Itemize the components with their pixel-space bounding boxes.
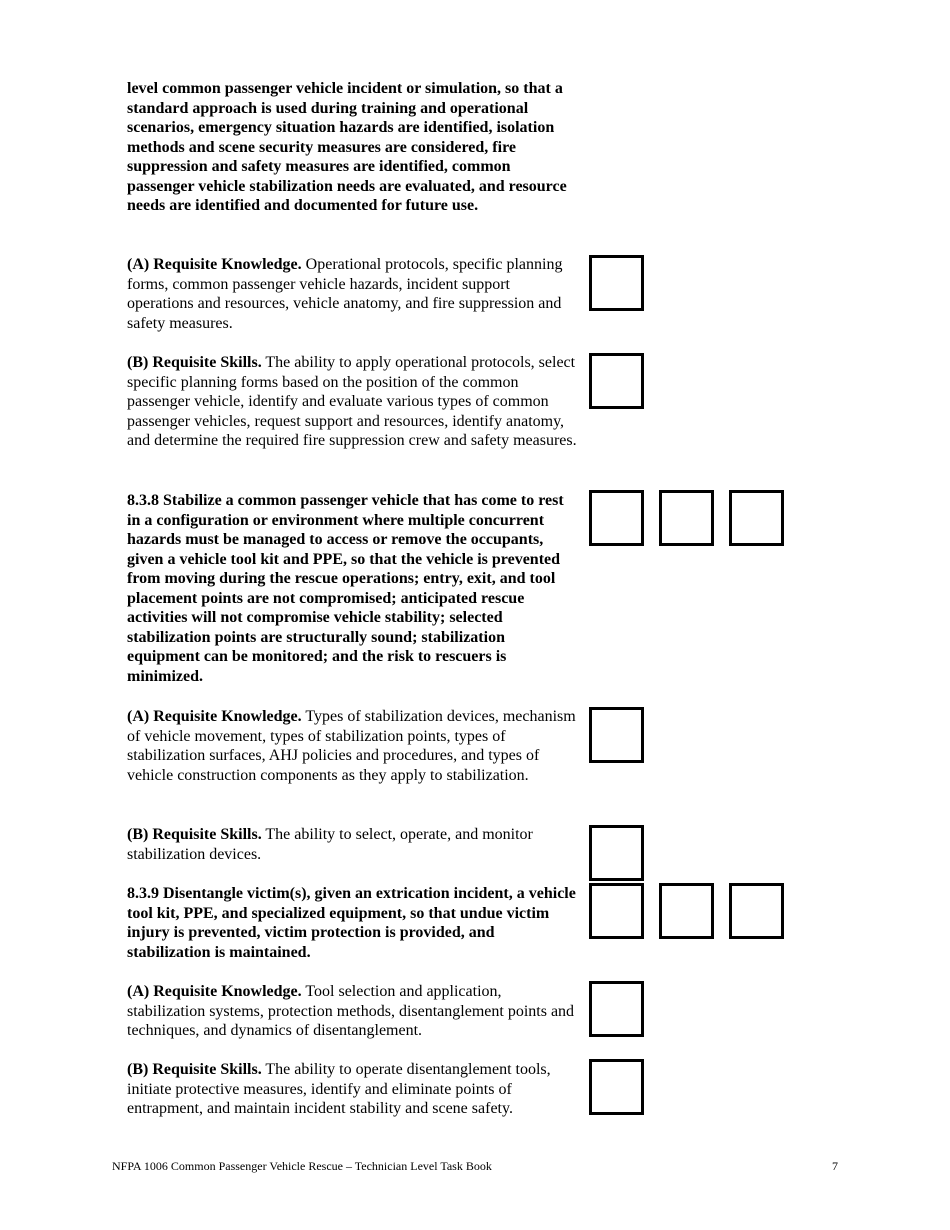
s837-skills-label: (B) Requisite Skills. — [127, 354, 262, 371]
s838-skills-checkbox[interactable] — [589, 825, 644, 881]
s839-heading: 8.3.9 Disentangle victim(s), given an extrication incident, a vehicle tool kit, PPE, and specialized equipment, so that undue victim injury is prevented, victim protection is provided, and stabilization is maintained. — [127, 885, 576, 961]
footer-title: NFPA 1006 Common Passenger Vehicle Rescue – Technician Level Task Book — [112, 1159, 492, 1173]
s838-skills-label: (B) Requisite Skills. — [127, 826, 262, 843]
s839-knowledge-checkbox[interactable] — [589, 981, 644, 1037]
s837-knowledge-paragraph — [127, 255, 579, 333]
s838-skills-paragraph — [127, 825, 579, 864]
s837-knowledge-label: (A) Requisite Knowledge. — [127, 256, 302, 273]
s839-skills-paragraph — [127, 1060, 579, 1119]
s837-skills-checkbox[interactable] — [589, 353, 644, 409]
s839-skills-checkbox[interactable] — [589, 1059, 644, 1115]
s837-skills-text: The ability to apply operational protocols, select specific planning forms based on the position of the common passenger vehicle, identify and evaluate various types of common passenger vehicles, request support and resources, identify anatomy, and determine the required fire suppression crew and safety measures. — [127, 354, 577, 449]
s839-signoff-box-1[interactable] — [589, 883, 644, 939]
s839-knowledge-label: (A) Requisite Knowledge. — [127, 983, 302, 1000]
s837-skills-paragraph — [127, 353, 579, 451]
s839-skills-label: (B) Requisite Skills. — [127, 1061, 262, 1078]
s838-knowledge-label: (A) Requisite Knowledge. — [127, 708, 302, 725]
s839-knowledge-text: Tool selection and application, stabilization systems, protection methods, disentanglement points and techniques, and dynamics of disentanglement. — [127, 983, 575, 1039]
s839-knowledge-paragraph — [127, 982, 579, 1041]
s838-signoff-box-3[interactable] — [729, 490, 784, 546]
s838-knowledge-checkbox[interactable] — [589, 707, 644, 763]
s837-knowledge-text: Operational protocols, specific planning forms, common passenger vehicle hazards, incident support operations and resources, vehicle anatomy, and fire suppression and safety measures. — [127, 256, 563, 332]
s838-signoff-box-2[interactable] — [659, 490, 714, 546]
s839-signoff-box-3[interactable] — [729, 883, 784, 939]
s837-knowledge-checkbox[interactable] — [589, 255, 644, 311]
s838-signoff-box-1[interactable] — [589, 490, 644, 546]
s839-signoff-box-2[interactable] — [659, 883, 714, 939]
s839-skills-text: The ability to operate disentanglement tools, initiate protective measures, identify and eliminate points of entrapment, and maintain incident stability and scene safety. — [127, 1061, 551, 1117]
s838-knowledge-paragraph — [127, 707, 579, 785]
s838-knowledge-text: Types of stabilization devices, mechanism of vehicle movement, types of stabilization points, types of stabilization surfaces, AHJ policies and procedures, and types of vehicle construction components as they apply to stabilization. — [127, 708, 576, 784]
page-number: 7 — [832, 1159, 838, 1173]
intro-paragraph: level common passenger vehicle incident or simulation, so that a standard approach is used during training and operational scenarios, emergency situation hazards are identified, isolation methods and scene security measures are considered, fire suppression and safety measures are identified, common passenger vehicle stabilization needs are evaluated, and resource needs are identified and documented for future use. — [127, 80, 567, 214]
s838-skills-text: The ability to select, operate, and monitor stabilization devices. — [127, 826, 533, 863]
s838-heading: 8.3.8 Stabilize a common passenger vehicle that has come to rest in a configuration or environment where multiple concurrent hazards must be managed to access or remove the occupants, given a vehicle tool kit and PPE, so that the vehicle is prevented from moving during the rescue operations; entry, exit, and tool placement points are not compromised; anticipated rescue activities will not compromise vehicle stability; selected stabilization points are structurally sound; stabilization equipment can be monitored; and the risk to rescuers is minimized. — [127, 492, 564, 685]
